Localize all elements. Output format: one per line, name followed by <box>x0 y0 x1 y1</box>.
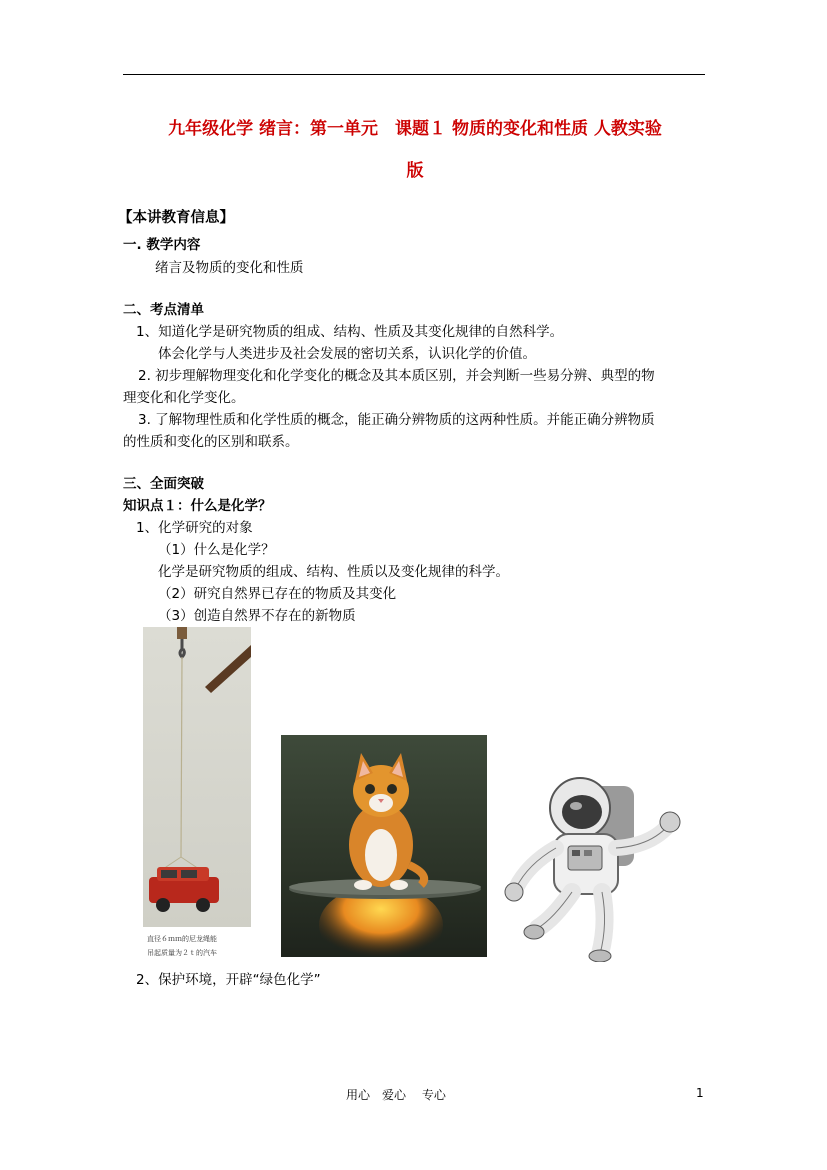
kitten-illustration <box>281 735 487 957</box>
section2-item3b: 的性质和变化的区别和联系。 <box>123 434 299 450</box>
chemistry-definition: 化学是研究物质的组成、结构、性质以及变化规律的科学。 <box>158 564 509 580</box>
info-header: 【本讲教育信息】 <box>118 210 234 226</box>
section3-heading: 三、全面突破 <box>123 476 204 492</box>
point-3: （3）创造自然界不存在的新物质 <box>158 608 356 624</box>
section2-item1: 1、知道化学是研究物质的组成、结构、性质及其变化规律的自然科学。 <box>136 324 564 340</box>
section2-item3a: 3. 了解物理性质和化学性质的概念，能正确分辨物质的这两种性质。并能正确分辨物质 <box>138 412 655 428</box>
subsection-1: 1、化学研究的对象 <box>136 520 253 536</box>
document-title-line2: 版 <box>406 161 424 181</box>
header-rule <box>123 74 705 75</box>
figure-caption-1: 直径６ｍｍ的尼龙绳能 <box>147 935 217 943</box>
kitten-figure <box>281 735 487 957</box>
crane-car-illustration <box>143 627 251 965</box>
point-2: （2）研究自然界已存在的物质及其变化 <box>158 586 397 602</box>
figure-caption-2: 吊起质量为２ｔ的汽车 <box>147 949 217 957</box>
crane-car-figure <box>143 627 251 965</box>
section2-item1b: 体会化学与人类进步及社会发展的密切关系，认识化学的价值。 <box>158 346 536 362</box>
astronaut-figure <box>504 768 688 962</box>
document-title-line1: 九年级化学 绪言：第一单元 课题１ 物质的变化和性质 人教实验 <box>168 119 662 139</box>
section1-heading: 一. 教学内容 <box>123 237 201 253</box>
section1-content: 绪言及物质的变化和性质 <box>155 260 304 276</box>
footer-motto: 用心 爱心 专心 <box>346 1088 446 1102</box>
section2-heading: 二、考点清单 <box>123 302 204 318</box>
question-what-is-chemistry: （1）什么是化学？ <box>158 542 275 558</box>
knowledge-point-1: 知识点１：什么是化学？ <box>123 498 272 514</box>
section2-item2b: 理变化和化学变化。 <box>123 390 245 406</box>
subsection-2: 2、保护环境，开辟“绿色化学” <box>136 972 321 988</box>
page-number: 1 <box>696 1086 704 1100</box>
section2-item2a: 2. 初步理解物理变化和化学变化的概念及其本质区别，并会判断一些易分辨、典型的物 <box>138 368 655 384</box>
astronaut-illustration <box>504 768 688 962</box>
